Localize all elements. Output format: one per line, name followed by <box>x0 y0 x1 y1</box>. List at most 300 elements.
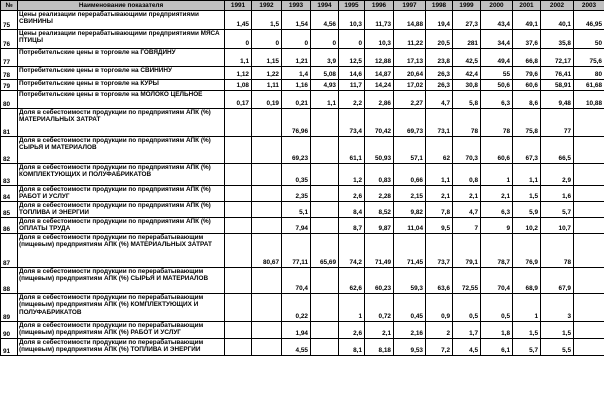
header-row <box>1 1 604 11</box>
value-cell-1995[interactable]: 11,7 <box>339 80 365 91</box>
value-cell-1993[interactable]: 1,94 <box>282 321 311 338</box>
value-cell-1994[interactable] <box>311 164 339 186</box>
value-cell-1998[interactable]: 73,1 <box>426 109 453 137</box>
value-cell-1992[interactable] <box>252 109 282 137</box>
value-cell-1996[interactable]: 0,72 <box>365 293 394 321</box>
indicator-name-cell[interactable] <box>18 80 225 91</box>
value-cell-2000[interactable]: 55 <box>481 67 513 80</box>
value-cell-2002[interactable]: 35,8 <box>541 30 574 49</box>
value-cell-1992[interactable] <box>252 186 282 202</box>
value-cell-2003[interactable] <box>574 267 604 293</box>
value-cell-1991[interactable]: 1,08 <box>225 80 252 91</box>
indicator-name-cell[interactable] <box>18 30 225 49</box>
value-cell-2003[interactable] <box>574 109 604 137</box>
value-cell-2002[interactable]: 10,7 <box>541 217 574 233</box>
value-cell-1991[interactable] <box>225 164 252 186</box>
value-cell-1991[interactable]: 1,1 <box>225 49 252 67</box>
value-cell-2000[interactable]: 78 <box>481 109 513 137</box>
value-cell-2003[interactable] <box>574 321 604 338</box>
value-cell-2003[interactable]: 61,68 <box>574 80 604 91</box>
value-cell-1991[interactable]: 1,45 <box>225 11 252 30</box>
value-cell-2001[interactable]: 5,7 <box>513 338 541 355</box>
value-cell-1995[interactable]: 61,1 <box>339 137 365 164</box>
indicator-name-cell[interactable] <box>18 109 225 137</box>
value-cell-1993[interactable]: 77,11 <box>282 233 311 267</box>
value-cell-1997[interactable]: 0,66 <box>394 164 426 186</box>
header-cell-year-2000[interactable]: 2000 <box>481 1 513 11</box>
table-row <box>1 30 604 49</box>
value-cell-1996[interactable]: 60,23 <box>365 267 394 293</box>
indicator-name-text: Доля в себестоимости продукции по предприятиям АПК (%) КОМПЛЕКТУЮЩИХ И ПОЛУФАБРИКАТОВ <box>19 164 211 179</box>
row-number-cell[interactable]: 76 <box>1 30 18 49</box>
value-cell-2002[interactable]: 66,5 <box>541 137 574 164</box>
value-cell-1997[interactable]: 11,22 <box>394 30 426 49</box>
header-cell-name[interactable]: Наименование показателя <box>18 1 225 11</box>
indicator-name-cell[interactable] <box>18 293 225 321</box>
value-cell-1991[interactable]: 0,17 <box>225 91 252 109</box>
value-cell-2000[interactable]: 6,3 <box>481 91 513 109</box>
value-cell-2000[interactable]: 60,6 <box>481 137 513 164</box>
value-cell-1997[interactable]: 9,53 <box>394 338 426 355</box>
value-cell-2002[interactable]: 1,5 <box>541 321 574 338</box>
table-body <box>1 11 604 356</box>
row-number-cell[interactable]: 75 <box>1 11 18 30</box>
table-row <box>1 109 604 137</box>
value-cell-1999[interactable]: 4,7 <box>453 202 481 218</box>
indicator-name-cell[interactable] <box>18 91 225 109</box>
value-cell-2001[interactable]: 76,9 <box>513 233 541 267</box>
value-cell-1992[interactable]: 1,22 <box>252 67 282 80</box>
value-cell-2001[interactable]: 67,3 <box>513 137 541 164</box>
value-cell-1995[interactable]: 8,7 <box>339 217 365 233</box>
value-cell-1993[interactable]: 69,23 <box>282 137 311 164</box>
indicator-name-text: Потребительские цены в торговле на ГОВЯДИНУ <box>19 49 176 56</box>
header-cell-year-1992[interactable]: 1992 <box>252 1 282 11</box>
value-cell-2003[interactable] <box>574 202 604 218</box>
value-cell-1999[interactable]: 281 <box>453 30 481 49</box>
value-cell-1999[interactable]: 1,7 <box>453 321 481 338</box>
value-cell-1996[interactable]: 70,42 <box>365 109 394 137</box>
indicator-name-text: Доля в себестоимости продукции по предприятиям АПК (%) СЫРЬЯ И МАТЕРИАЛОВ <box>19 137 211 152</box>
header-cell-year-1991[interactable]: 1991 <box>225 1 252 11</box>
value-cell-1993[interactable]: 0,35 <box>282 164 311 186</box>
value-cell-1999[interactable]: 7 <box>453 217 481 233</box>
header-cell-year-1995[interactable]: 1995 <box>339 1 365 11</box>
value-cell-2001[interactable]: 1,1 <box>513 164 541 186</box>
header-cell-year-2002[interactable]: 2002 <box>541 1 574 11</box>
value-cell-1996[interactable]: 14,87 <box>365 67 394 80</box>
value-cell-1994[interactable]: 4,93 <box>311 80 339 91</box>
indicator-name-cell[interactable] <box>18 137 225 164</box>
row-number-cell[interactable]: 88 <box>1 267 18 293</box>
value-cell-2000[interactable]: 70,4 <box>481 267 513 293</box>
row-number-cell[interactable]: 80 <box>1 91 18 109</box>
value-cell-1998[interactable]: 23,8 <box>426 49 453 67</box>
value-cell-1998[interactable]: 9,5 <box>426 217 453 233</box>
value-cell-1992[interactable]: 1,5 <box>252 11 282 30</box>
value-cell-1993[interactable]: 0 <box>282 30 311 49</box>
value-cell-1999[interactable]: 4,5 <box>453 338 481 355</box>
value-cell-1992[interactable] <box>252 293 282 321</box>
value-cell-1997[interactable]: 17,02 <box>394 80 426 91</box>
header-cell-year-1994[interactable]: 1994 <box>311 1 339 11</box>
value-cell-1998[interactable]: 19,4 <box>426 11 453 30</box>
value-cell-2001[interactable]: 1,5 <box>513 186 541 202</box>
value-cell-1995[interactable]: 62,6 <box>339 267 365 293</box>
value-cell-1999[interactable]: 78 <box>453 109 481 137</box>
value-cell-1995[interactable]: 2,2 <box>339 91 365 109</box>
value-cell-2002[interactable]: 5,7 <box>541 202 574 218</box>
value-cell-1998[interactable]: 62 <box>426 137 453 164</box>
header-cell-year-1998[interactable]: 1998 <box>426 1 453 11</box>
row-number-cell[interactable]: 78 <box>1 67 18 80</box>
value-cell-2001[interactable]: 79,6 <box>513 67 541 80</box>
value-cell-2003[interactable] <box>574 164 604 186</box>
row-number-cell[interactable]: 85 <box>1 202 18 218</box>
value-cell-1996[interactable]: 71,49 <box>365 233 394 267</box>
value-cell-2003[interactable] <box>574 217 604 233</box>
value-cell-1999[interactable]: 70,3 <box>453 137 481 164</box>
value-cell-1993[interactable]: 76,96 <box>282 109 311 137</box>
value-cell-1995[interactable]: 8,1 <box>339 338 365 355</box>
value-cell-1992[interactable]: 0,19 <box>252 91 282 109</box>
indicator-name-text: Потребительские цены в торговле на КУРЫ <box>19 80 159 87</box>
indicator-name-text: Доля в себестоимости продукции по перерабатывающим (пищевым) предприятиям АПК (%) ТОПЛИВА И ЭНЕРГИИ <box>19 338 204 354</box>
row-number-cell[interactable]: 83 <box>1 164 18 186</box>
value-cell-1998[interactable]: 4,7 <box>426 91 453 109</box>
indicator-name-text: Доля в себестоимости продукции по перерабатывающим (пищевым) предприятиям АПК (%) МАТЕРИАЛЬНЫХ ЗАТРАТ <box>19 233 212 249</box>
value-cell-1994[interactable] <box>311 321 339 338</box>
value-cell-1991[interactable] <box>225 217 252 233</box>
value-cell-1993[interactable]: 1,4 <box>282 67 311 80</box>
value-cell-2002[interactable]: 78 <box>541 233 574 267</box>
value-cell-1996[interactable]: 8,18 <box>365 338 394 355</box>
value-cell-2002[interactable]: 40,1 <box>541 11 574 30</box>
value-cell-2001[interactable]: 75,8 <box>513 109 541 137</box>
table-row <box>1 202 604 218</box>
indicator-name-text: Цены реализации перерабатывающими предприятиями МЯСА ПТИЦЫ <box>19 30 220 45</box>
row-number-cell[interactable]: 87 <box>1 233 18 267</box>
value-cell-1997[interactable]: 14,88 <box>394 11 426 30</box>
value-cell-1995[interactable]: 73,4 <box>339 109 365 137</box>
header-cell-year-1997[interactable]: 1997 <box>394 1 426 11</box>
indicator-name-cell[interactable] <box>18 11 225 30</box>
value-cell-2003[interactable]: 75,6 <box>574 49 604 67</box>
value-cell-1997[interactable]: 71,45 <box>394 233 426 267</box>
value-cell-1996[interactable]: 2,1 <box>365 321 394 338</box>
value-cell-1996[interactable]: 2,28 <box>365 186 394 202</box>
value-cell-1995[interactable]: 14,6 <box>339 67 365 80</box>
value-cell-1994[interactable] <box>311 267 339 293</box>
indicator-name-text: Доля в себестоимости продукции по предприятиям АПК (%) МАТЕРИАЛЬНЫХ ЗАТРАТ <box>19 109 211 124</box>
value-cell-1993[interactable]: 4,55 <box>282 338 311 355</box>
value-cell-2003[interactable]: 46,95 <box>574 11 604 30</box>
value-cell-1994[interactable]: 5,08 <box>311 67 339 80</box>
header-cell-year-1993[interactable]: 1993 <box>282 1 311 11</box>
indicator-name-cell[interactable] <box>18 186 225 202</box>
header-cell-year-2003[interactable]: 2003 <box>574 1 604 11</box>
header-cell-year-1999[interactable]: 1999 <box>453 1 481 11</box>
table-row <box>1 338 604 355</box>
value-cell-2000[interactable]: 43,4 <box>481 11 513 30</box>
value-cell-1993[interactable]: 2,35 <box>282 186 311 202</box>
value-cell-1995[interactable]: 8,4 <box>339 202 365 218</box>
table-row <box>1 91 604 109</box>
value-cell-1991[interactable] <box>225 137 252 164</box>
value-cell-1996[interactable]: 12,88 <box>365 49 394 67</box>
indicator-name-cell[interactable] <box>18 164 225 186</box>
value-cell-1998[interactable]: 7,2 <box>426 338 453 355</box>
value-cell-1995[interactable]: 2,6 <box>339 186 365 202</box>
indicator-name-text: Потребительские цены в торговле на СВИНИНУ <box>19 67 172 74</box>
value-cell-1992[interactable] <box>252 164 282 186</box>
value-cell-1992[interactable] <box>252 321 282 338</box>
value-cell-1996[interactable]: 10,3 <box>365 30 394 49</box>
value-cell-1994[interactable]: 4,56 <box>311 11 339 30</box>
value-cell-1999[interactable]: 72,55 <box>453 267 481 293</box>
value-cell-2002[interactable]: 1,6 <box>541 186 574 202</box>
value-cell-1996[interactable]: 14,24 <box>365 80 394 91</box>
value-cell-1995[interactable]: 2,6 <box>339 321 365 338</box>
row-number-cell[interactable]: 90 <box>1 321 18 338</box>
value-cell-1992[interactable]: 80,67 <box>252 233 282 267</box>
value-cell-2000[interactable]: 2,1 <box>481 186 513 202</box>
value-cell-2001[interactable]: 60,6 <box>513 80 541 91</box>
value-cell-1998[interactable]: 2 <box>426 321 453 338</box>
row-number-cell[interactable]: 84 <box>1 186 18 202</box>
value-cell-1997[interactable]: 57,1 <box>394 137 426 164</box>
value-cell-2002[interactable]: 3 <box>541 293 574 321</box>
value-cell-1995[interactable]: 10,3 <box>339 11 365 30</box>
value-cell-2001[interactable]: 37,6 <box>513 30 541 49</box>
value-cell-1992[interactable] <box>252 202 282 218</box>
value-cell-1995[interactable]: 74,2 <box>339 233 365 267</box>
value-cell-1998[interactable]: 0,9 <box>426 293 453 321</box>
value-cell-1995[interactable]: 0 <box>339 30 365 49</box>
indicator-name-cell[interactable] <box>18 338 225 355</box>
value-cell-1991[interactable] <box>225 267 252 293</box>
value-cell-1999[interactable]: 0,5 <box>453 293 481 321</box>
row-number-cell[interactable]: 86 <box>1 217 18 233</box>
value-cell-1996[interactable]: 9,87 <box>365 217 394 233</box>
value-cell-2002[interactable]: 72,17 <box>541 49 574 67</box>
row-number-cell[interactable]: 77 <box>1 49 18 67</box>
value-cell-2000[interactable]: 6,1 <box>481 338 513 355</box>
value-cell-2000[interactable]: 6,3 <box>481 202 513 218</box>
value-cell-2002[interactable]: 5,5 <box>541 338 574 355</box>
value-cell-1999[interactable]: 42,4 <box>453 67 481 80</box>
value-cell-1995[interactable]: 12,5 <box>339 49 365 67</box>
value-cell-2002[interactable]: 67,9 <box>541 267 574 293</box>
value-cell-1994[interactable]: 0 <box>311 30 339 49</box>
indicator-name-text: Потребительские цены в торговле на МОЛОКО ЦЕЛЬНОЕ <box>19 91 203 98</box>
indicator-name-text: Доля в себестоимости продукции по предприятиям АПК (%) ОПЛАТЫ ТРУДА <box>19 217 211 233</box>
value-cell-2002[interactable]: 2,9 <box>541 164 574 186</box>
header-cell-num[interactable]: № <box>1 1 18 11</box>
table-row <box>1 49 604 67</box>
value-cell-1997[interactable]: 2,16 <box>394 321 426 338</box>
value-cell-1994[interactable] <box>311 338 339 355</box>
value-cell-2001[interactable]: 8,6 <box>513 91 541 109</box>
value-cell-2001[interactable]: 66,8 <box>513 49 541 67</box>
value-cell-1994[interactable] <box>311 202 339 218</box>
value-cell-1996[interactable]: 0,83 <box>365 164 394 186</box>
value-cell-1999[interactable]: 5,8 <box>453 91 481 109</box>
value-cell-1994[interactable]: 1,1 <box>311 91 339 109</box>
value-cell-2000[interactable]: 78,7 <box>481 233 513 267</box>
row-number-cell[interactable]: 81 <box>1 109 18 137</box>
value-cell-1994[interactable] <box>311 137 339 164</box>
value-cell-2003[interactable] <box>574 186 604 202</box>
row-number-cell[interactable]: 79 <box>1 80 18 91</box>
indicator-name-text: Доля в себестоимости продукции по перерабатывающим (пищевым) предприятиям АПК (%) СЫРЬЯ И МАТЕРИАЛОВ <box>19 267 209 283</box>
table-row <box>1 233 604 267</box>
value-cell-1997[interactable]: 9,82 <box>394 202 426 218</box>
table-row <box>1 11 604 30</box>
value-cell-1991[interactable]: 0 <box>225 30 252 49</box>
value-cell-2003[interactable] <box>574 137 604 164</box>
value-cell-1997[interactable]: 20,64 <box>394 67 426 80</box>
indicator-name-cell[interactable] <box>18 217 225 233</box>
table-row <box>1 293 604 321</box>
table-row <box>1 137 604 164</box>
value-cell-1993[interactable]: 1,21 <box>282 49 311 67</box>
value-cell-2001[interactable]: 1,5 <box>513 321 541 338</box>
row-number-cell[interactable]: 82 <box>1 137 18 164</box>
value-cell-1998[interactable]: 73,7 <box>426 233 453 267</box>
value-cell-1994[interactable] <box>311 186 339 202</box>
value-cell-1993[interactable]: 0,21 <box>282 91 311 109</box>
value-cell-1997[interactable]: 2,15 <box>394 186 426 202</box>
value-cell-2002[interactable]: 58,91 <box>541 80 574 91</box>
value-cell-1991[interactable]: 1,12 <box>225 67 252 80</box>
table-header <box>1 1 604 11</box>
value-cell-2000[interactable]: 1 <box>481 164 513 186</box>
value-cell-1994[interactable] <box>311 109 339 137</box>
value-cell-1992[interactable] <box>252 137 282 164</box>
value-cell-2000[interactable]: 34,4 <box>481 30 513 49</box>
value-cell-1991[interactable] <box>225 321 252 338</box>
value-cell-1999[interactable]: 2,1 <box>453 186 481 202</box>
value-cell-1998[interactable]: 26,3 <box>426 80 453 91</box>
value-cell-1994[interactable] <box>311 217 339 233</box>
table-row <box>1 267 604 293</box>
value-cell-1997[interactable]: 17,13 <box>394 49 426 67</box>
value-cell-1991[interactable] <box>225 293 252 321</box>
row-number-cell[interactable]: 91 <box>1 338 18 355</box>
value-cell-1997[interactable]: 59,3 <box>394 267 426 293</box>
value-cell-1993[interactable]: 0,22 <box>282 293 311 321</box>
value-cell-1993[interactable]: 70,4 <box>282 267 311 293</box>
value-cell-2003[interactable]: 10,88 <box>574 91 604 109</box>
value-cell-2001[interactable]: 10,2 <box>513 217 541 233</box>
value-cell-2000[interactable]: 49,4 <box>481 49 513 67</box>
value-cell-2003[interactable] <box>574 233 604 267</box>
value-cell-2000[interactable]: 9 <box>481 217 513 233</box>
value-cell-1991[interactable] <box>225 186 252 202</box>
value-cell-1993[interactable]: 1,54 <box>282 11 311 30</box>
value-cell-1993[interactable]: 5,1 <box>282 202 311 218</box>
value-cell-2000[interactable]: 0,5 <box>481 293 513 321</box>
value-cell-2003[interactable]: 50 <box>574 30 604 49</box>
value-cell-1997[interactable]: 0,45 <box>394 293 426 321</box>
indicator-name-cell[interactable] <box>18 233 225 267</box>
value-cell-1999[interactable]: 0,8 <box>453 164 481 186</box>
value-cell-2002[interactable]: 76,41 <box>541 67 574 80</box>
value-cell-1999[interactable]: 79,1 <box>453 233 481 267</box>
table-row <box>1 321 604 338</box>
value-cell-1998[interactable]: 2,1 <box>426 186 453 202</box>
value-cell-1999[interactable]: 42,5 <box>453 49 481 67</box>
value-cell-1996[interactable]: 8,52 <box>365 202 394 218</box>
value-cell-2000[interactable]: 1,8 <box>481 321 513 338</box>
value-cell-1991[interactable] <box>225 109 252 137</box>
value-cell-1994[interactable] <box>311 293 339 321</box>
value-cell-1996[interactable]: 2,86 <box>365 91 394 109</box>
indicator-name-cell[interactable] <box>18 202 225 218</box>
header-cell-year-2001[interactable]: 2001 <box>513 1 541 11</box>
value-cell-1995[interactable]: 1 <box>339 293 365 321</box>
indicator-name-cell[interactable] <box>18 67 225 80</box>
value-cell-1993[interactable]: 7,94 <box>282 217 311 233</box>
value-cell-1998[interactable]: 26,3 <box>426 67 453 80</box>
value-cell-1994[interactable]: 65,69 <box>311 233 339 267</box>
table-row <box>1 80 604 91</box>
value-cell-2001[interactable]: 5,9 <box>513 202 541 218</box>
value-cell-1999[interactable]: 27,3 <box>453 11 481 30</box>
indicator-name-text: Доля в себестоимости продукции по предприятиям АПК (%) ТОПЛИВА И ЭНЕРГИИ <box>19 202 211 217</box>
value-cell-1997[interactable]: 69,73 <box>394 109 426 137</box>
value-cell-1992[interactable]: 0 <box>252 30 282 49</box>
value-cell-1999[interactable]: 30,8 <box>453 80 481 91</box>
value-cell-2002[interactable]: 77 <box>541 109 574 137</box>
value-cell-2003[interactable] <box>574 338 604 355</box>
value-cell-2002[interactable]: 9,48 <box>541 91 574 109</box>
value-cell-1996[interactable]: 50,93 <box>365 137 394 164</box>
value-cell-1991[interactable] <box>225 233 252 267</box>
value-cell-1998[interactable]: 1,1 <box>426 164 453 186</box>
value-cell-1998[interactable]: 20,5 <box>426 30 453 49</box>
value-cell-2000[interactable]: 50,6 <box>481 80 513 91</box>
value-cell-2001[interactable]: 49,1 <box>513 11 541 30</box>
value-cell-1996[interactable]: 11,73 <box>365 11 394 30</box>
value-cell-1994[interactable]: 3,9 <box>311 49 339 67</box>
value-cell-2003[interactable] <box>574 293 604 321</box>
value-cell-1998[interactable]: 7,8 <box>426 202 453 218</box>
value-cell-1998[interactable]: 63,6 <box>426 267 453 293</box>
value-cell-1991[interactable] <box>225 338 252 355</box>
value-cell-1997[interactable]: 11,04 <box>394 217 426 233</box>
indicator-name-cell[interactable] <box>18 321 225 338</box>
value-cell-1992[interactable]: 1,15 <box>252 49 282 67</box>
value-cell-1997[interactable]: 2,27 <box>394 91 426 109</box>
value-cell-1995[interactable]: 1,2 <box>339 164 365 186</box>
indicator-name-text: Цены реализации перерабатывающими предприятиями СВИНИНЫ <box>19 11 199 26</box>
header-cell-year-1996[interactable]: 1996 <box>365 1 394 11</box>
value-cell-1992[interactable] <box>252 267 282 293</box>
value-cell-2003[interactable]: 80 <box>574 67 604 80</box>
indicator-name-cell[interactable] <box>18 267 225 293</box>
row-number-cell[interactable]: 89 <box>1 293 18 321</box>
indicator-name-cell[interactable] <box>18 49 225 67</box>
value-cell-1991[interactable] <box>225 202 252 218</box>
value-cell-2001[interactable]: 1 <box>513 293 541 321</box>
value-cell-1992[interactable]: 1,11 <box>252 80 282 91</box>
value-cell-2001[interactable]: 68,9 <box>513 267 541 293</box>
value-cell-1992[interactable] <box>252 217 282 233</box>
value-cell-1992[interactable] <box>252 338 282 355</box>
value-cell-1993[interactable]: 1,16 <box>282 80 311 91</box>
